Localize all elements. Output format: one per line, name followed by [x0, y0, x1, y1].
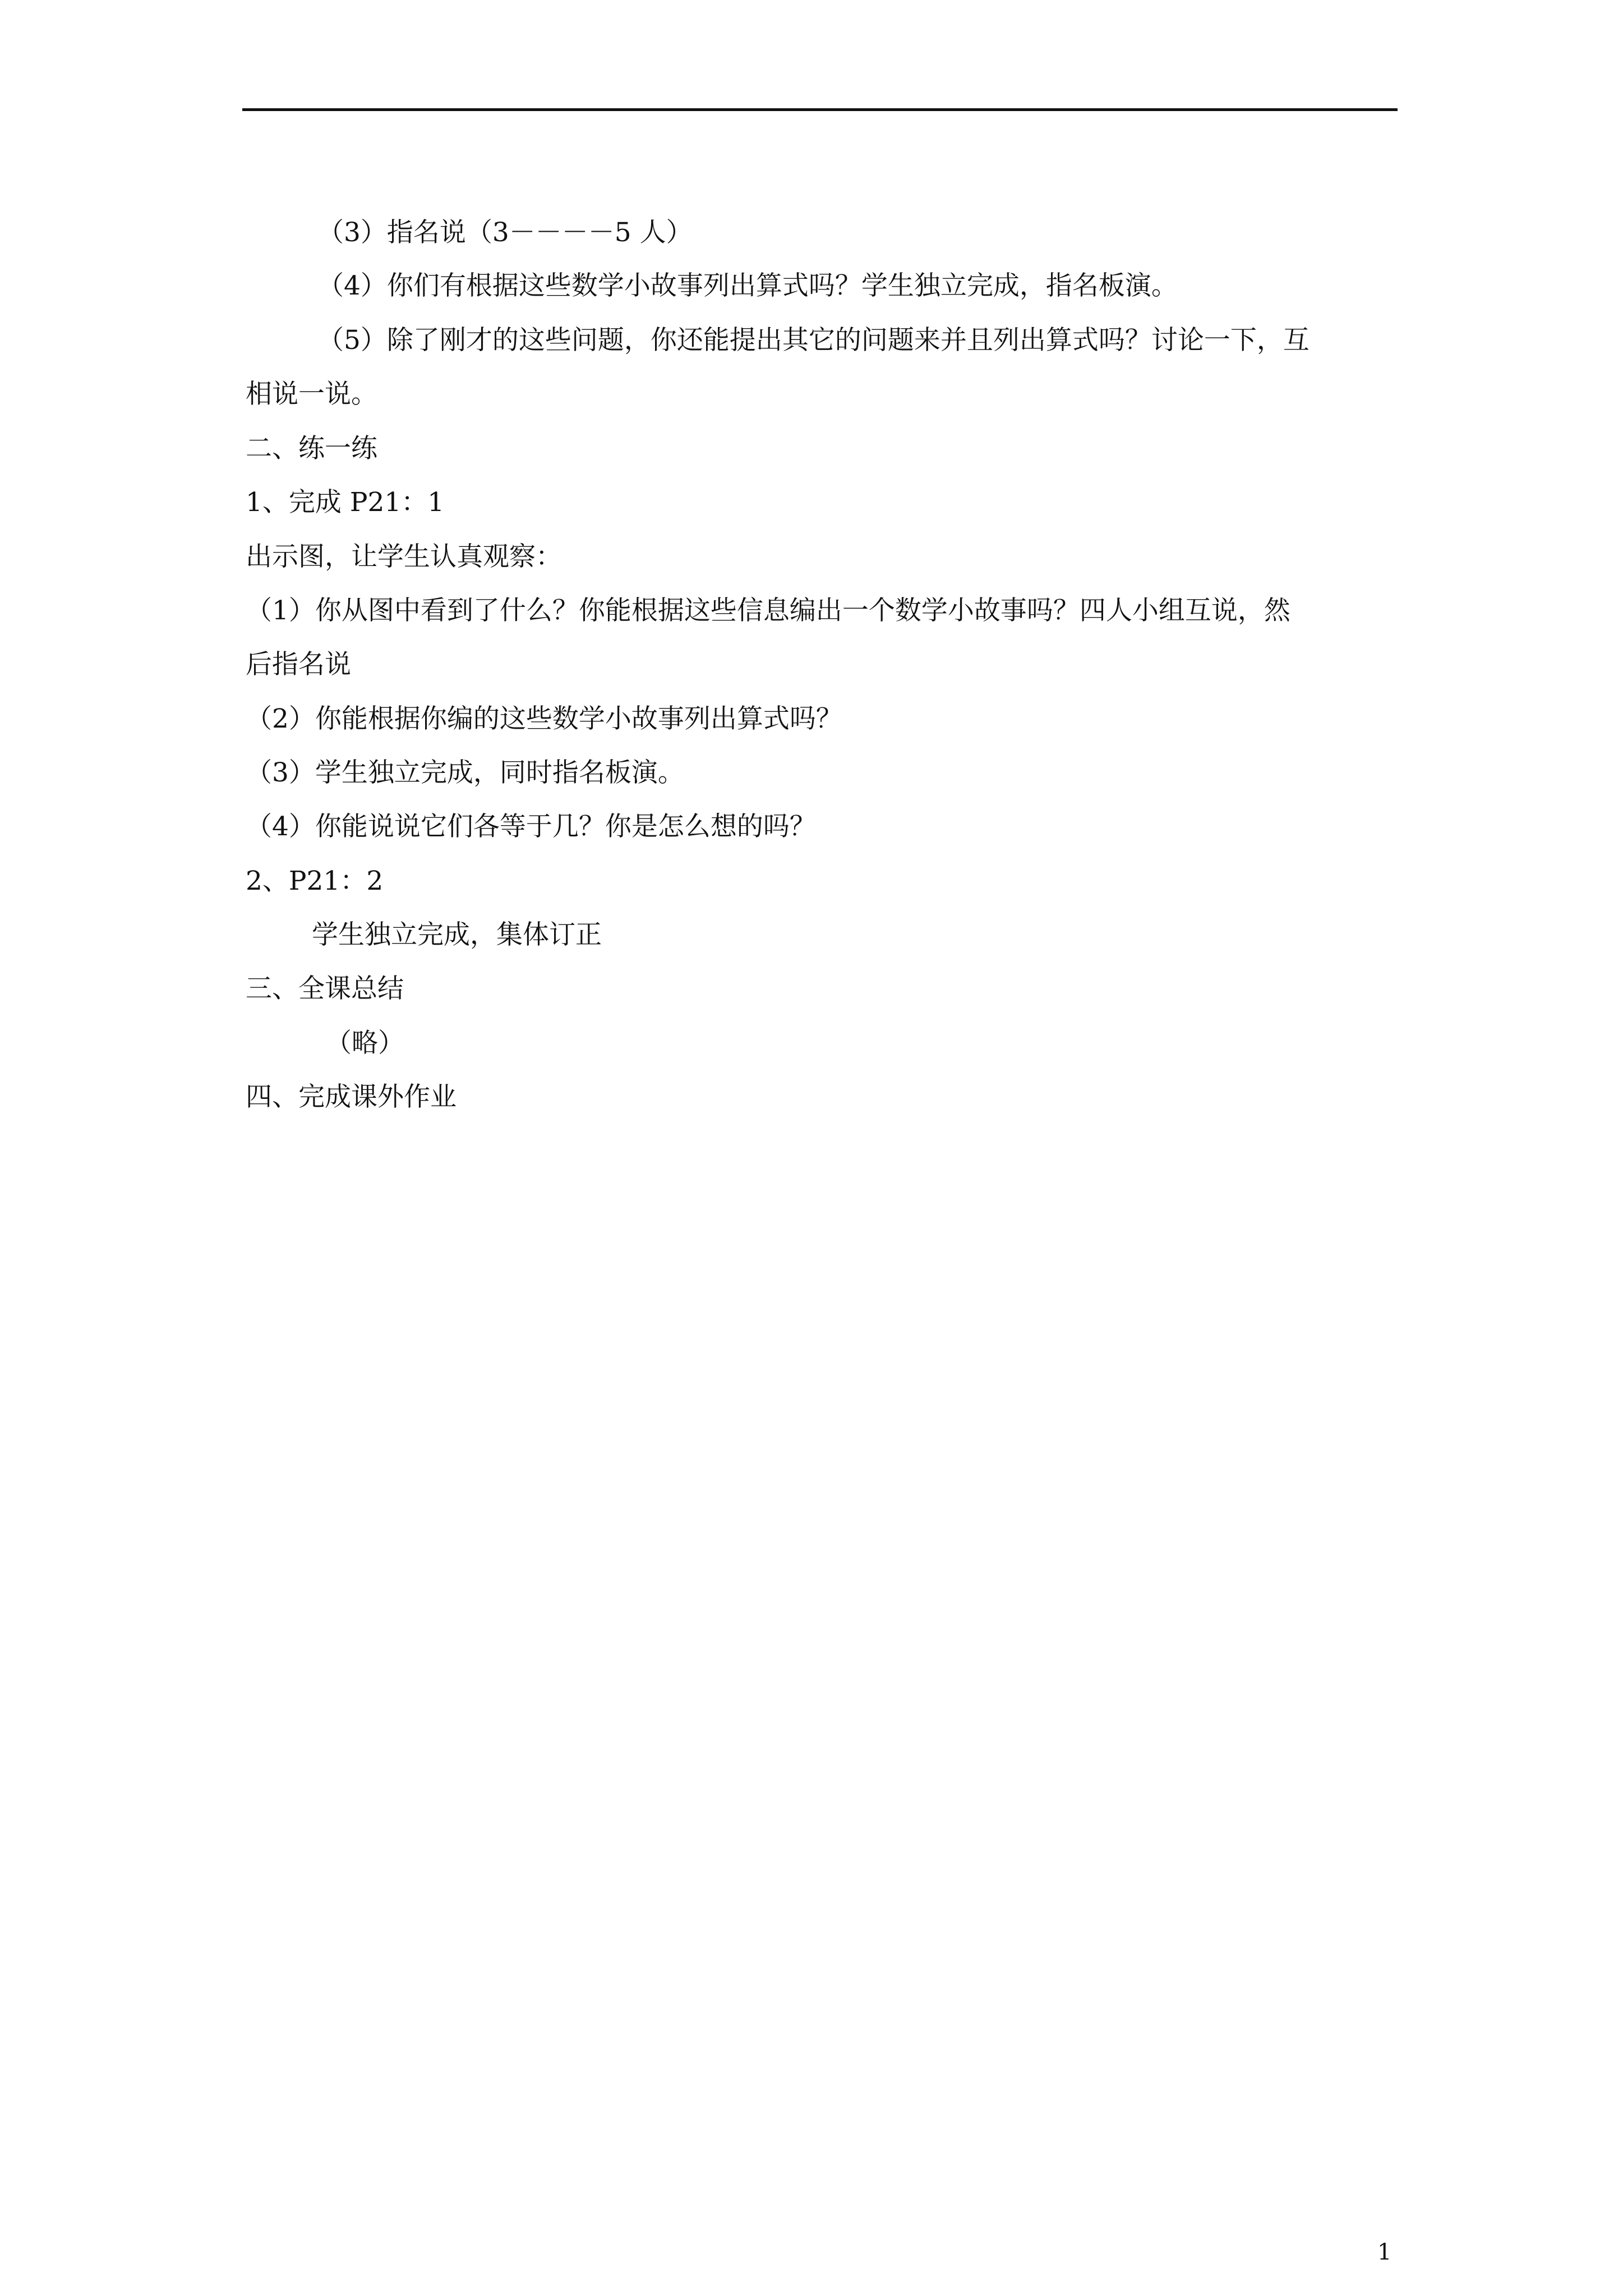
header-rule: [242, 108, 1398, 111]
section-heading-summary: 三、全课总结: [246, 973, 404, 1004]
exercise-1-intro: 出示图，让学生认真观察：: [246, 541, 562, 572]
section-heading-homework: 四、完成课外作业: [246, 1082, 457, 1112]
exercise-1-step-1-continued: 后指名说: [246, 649, 351, 680]
page-number: 1: [1377, 2239, 1392, 2265]
exercise-1-step-3: （3）学生独立完成，同时指名板演。: [246, 757, 684, 788]
exercise-2-heading: 2、P21：2: [246, 866, 384, 896]
section-heading-practice: 二、练一练: [246, 433, 377, 464]
exercise-1-step-1: （1）你从图中看到了什么？你能根据这些信息编出一个数学小故事吗？四人小组互说，然: [246, 595, 1290, 626]
paragraph-3-call-on: （3）指名说（3－－－－5 人）: [317, 217, 693, 248]
exercise-1-step-4: （4）你能说说它们各等于几？你是怎么想的吗？: [246, 811, 816, 842]
paragraph-5-continued: 相说一说。: [246, 379, 377, 409]
exercise-1-heading: 1、完成 P21：1: [246, 487, 445, 518]
paragraph-4-equations: （4）你们有根据这些数学小故事列出算式吗？学生独立完成，指名板演。: [317, 270, 1178, 301]
exercise-1-step-2: （2）你能根据你编的这些数学小故事列出算式吗？: [246, 703, 842, 734]
summary-omitted: （略）: [325, 1028, 404, 1059]
paragraph-5-other-questions: （5）除了刚才的这些问题，你还能提出其它的问题来并且列出算式吗？讨论一下，互: [317, 325, 1310, 356]
exercise-2-instruction: 学生独立完成，集体订正: [312, 919, 602, 950]
